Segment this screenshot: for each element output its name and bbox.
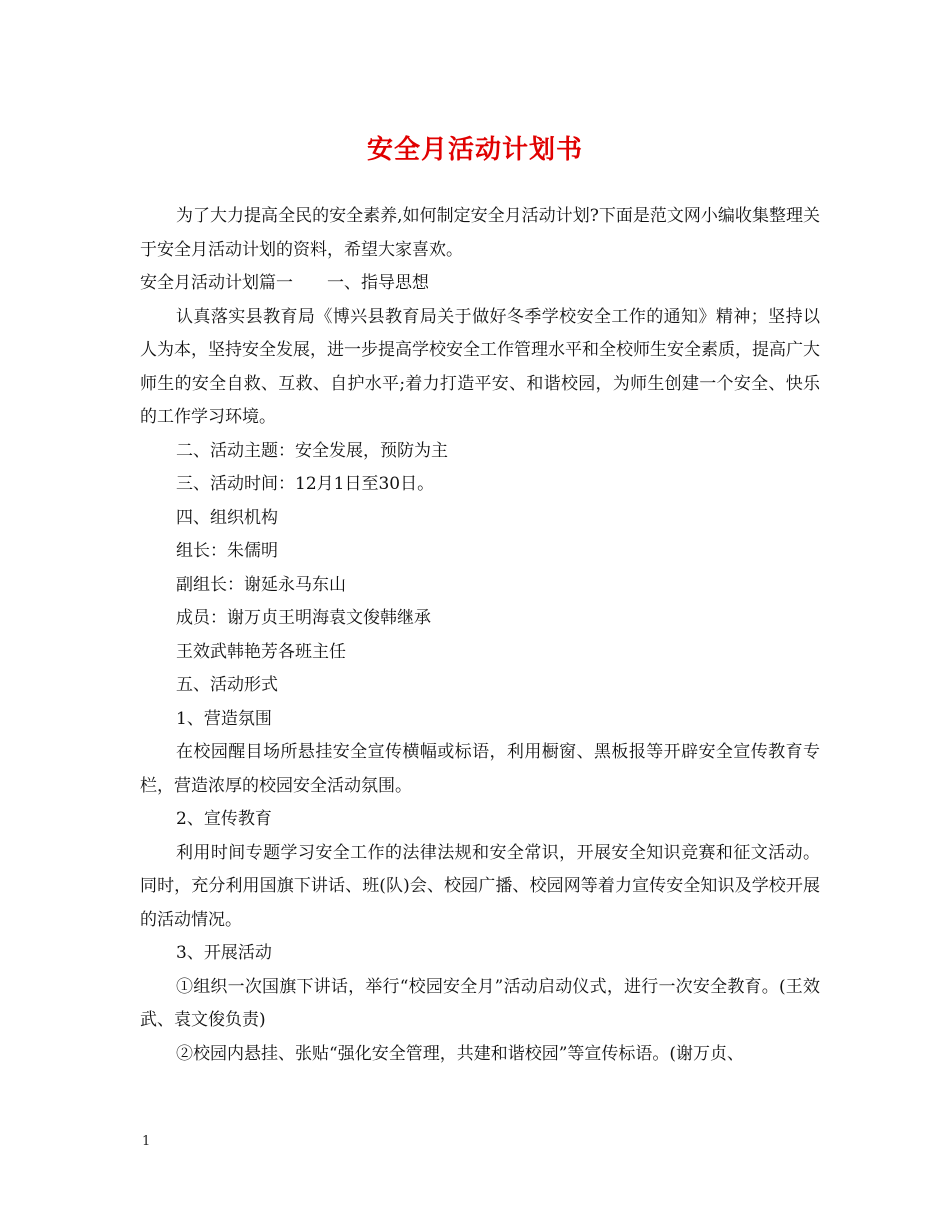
page-number: 1 — [142, 1134, 151, 1149]
activity-form-heading: 五、活动形式 — [176, 675, 278, 695]
activity-item-1: ①组织一次国旗下讲话，举行“校园安全月”活动启动仪式，进行一次安全教育。(王效武、袁文俊负责) — [140, 976, 820, 1030]
intro-paragraph: 为了大力提高全民的安全素养,如何制定安全月活动计划?下面是范文网小编收集整理关于安全月活动计划的资料，希望大家喜欢。 — [140, 206, 820, 260]
activity-theme: 二、活动主题：安全发展，预防为主 — [176, 440, 448, 461]
subheading-atmosphere: 1、营造氛围 — [176, 708, 272, 729]
members: 成员：谢万贞王明海袁文俊韩继承 — [176, 608, 431, 628]
members-continued: 王效武韩艳芳各班主任 — [176, 641, 346, 662]
activity-time: 三、活动时间：12月1日至30日。 — [176, 474, 435, 494]
section-heading-guiding-thought: 安全月活动计划篇一 一、指导思想 — [140, 273, 429, 293]
atmosphere-paragraph: 在校园醒目场所悬挂安全宣传横幅或标语，利用橱窗、黑板报等开辟安全宣传教育专栏，营造浓厚的校园安全活动氛围。 — [140, 742, 820, 796]
document-body — [140, 200, 820, 1071]
document-title: 安全月活动计划书 — [366, 135, 583, 165]
organization-heading: 四、组织机构 — [176, 507, 278, 528]
activity-item-2: ②校园内悬挂、张贴“强化安全管理，共建和谐校园”等宣传标语。(谢万贞、 — [176, 1043, 745, 1064]
subheading-activities: 3、开展活动 — [176, 943, 272, 963]
subheading-publicity: 2、宣传教育 — [176, 809, 272, 829]
group-leader: 组长：朱儒明 — [176, 541, 278, 561]
guiding-thought-paragraph: 认真落实县教育局《博兴县教育局关于做好冬季学校安全工作的通知》精神；坚持以人为本，坚持安全发展，进一步提高学校安全工作管理水平和全校师生安全素质，提高广大师生的安全自救、互救、自护水平;着力打造平安、和谐校园，为师生创建一个安全、快乐的工作学习环境。 — [140, 306, 820, 427]
deputy-leader: 副组长：谢延永马东山 — [176, 574, 346, 595]
publicity-paragraph: 利用时间专题学习安全工作的法律法规和安全常识，开展安全知识竞赛和征文活动。同时，充分利用国旗下讲话、班(队)会、校园广播、校园网等着力宣传安全知识及学校开展的活动情况。 — [140, 842, 820, 930]
